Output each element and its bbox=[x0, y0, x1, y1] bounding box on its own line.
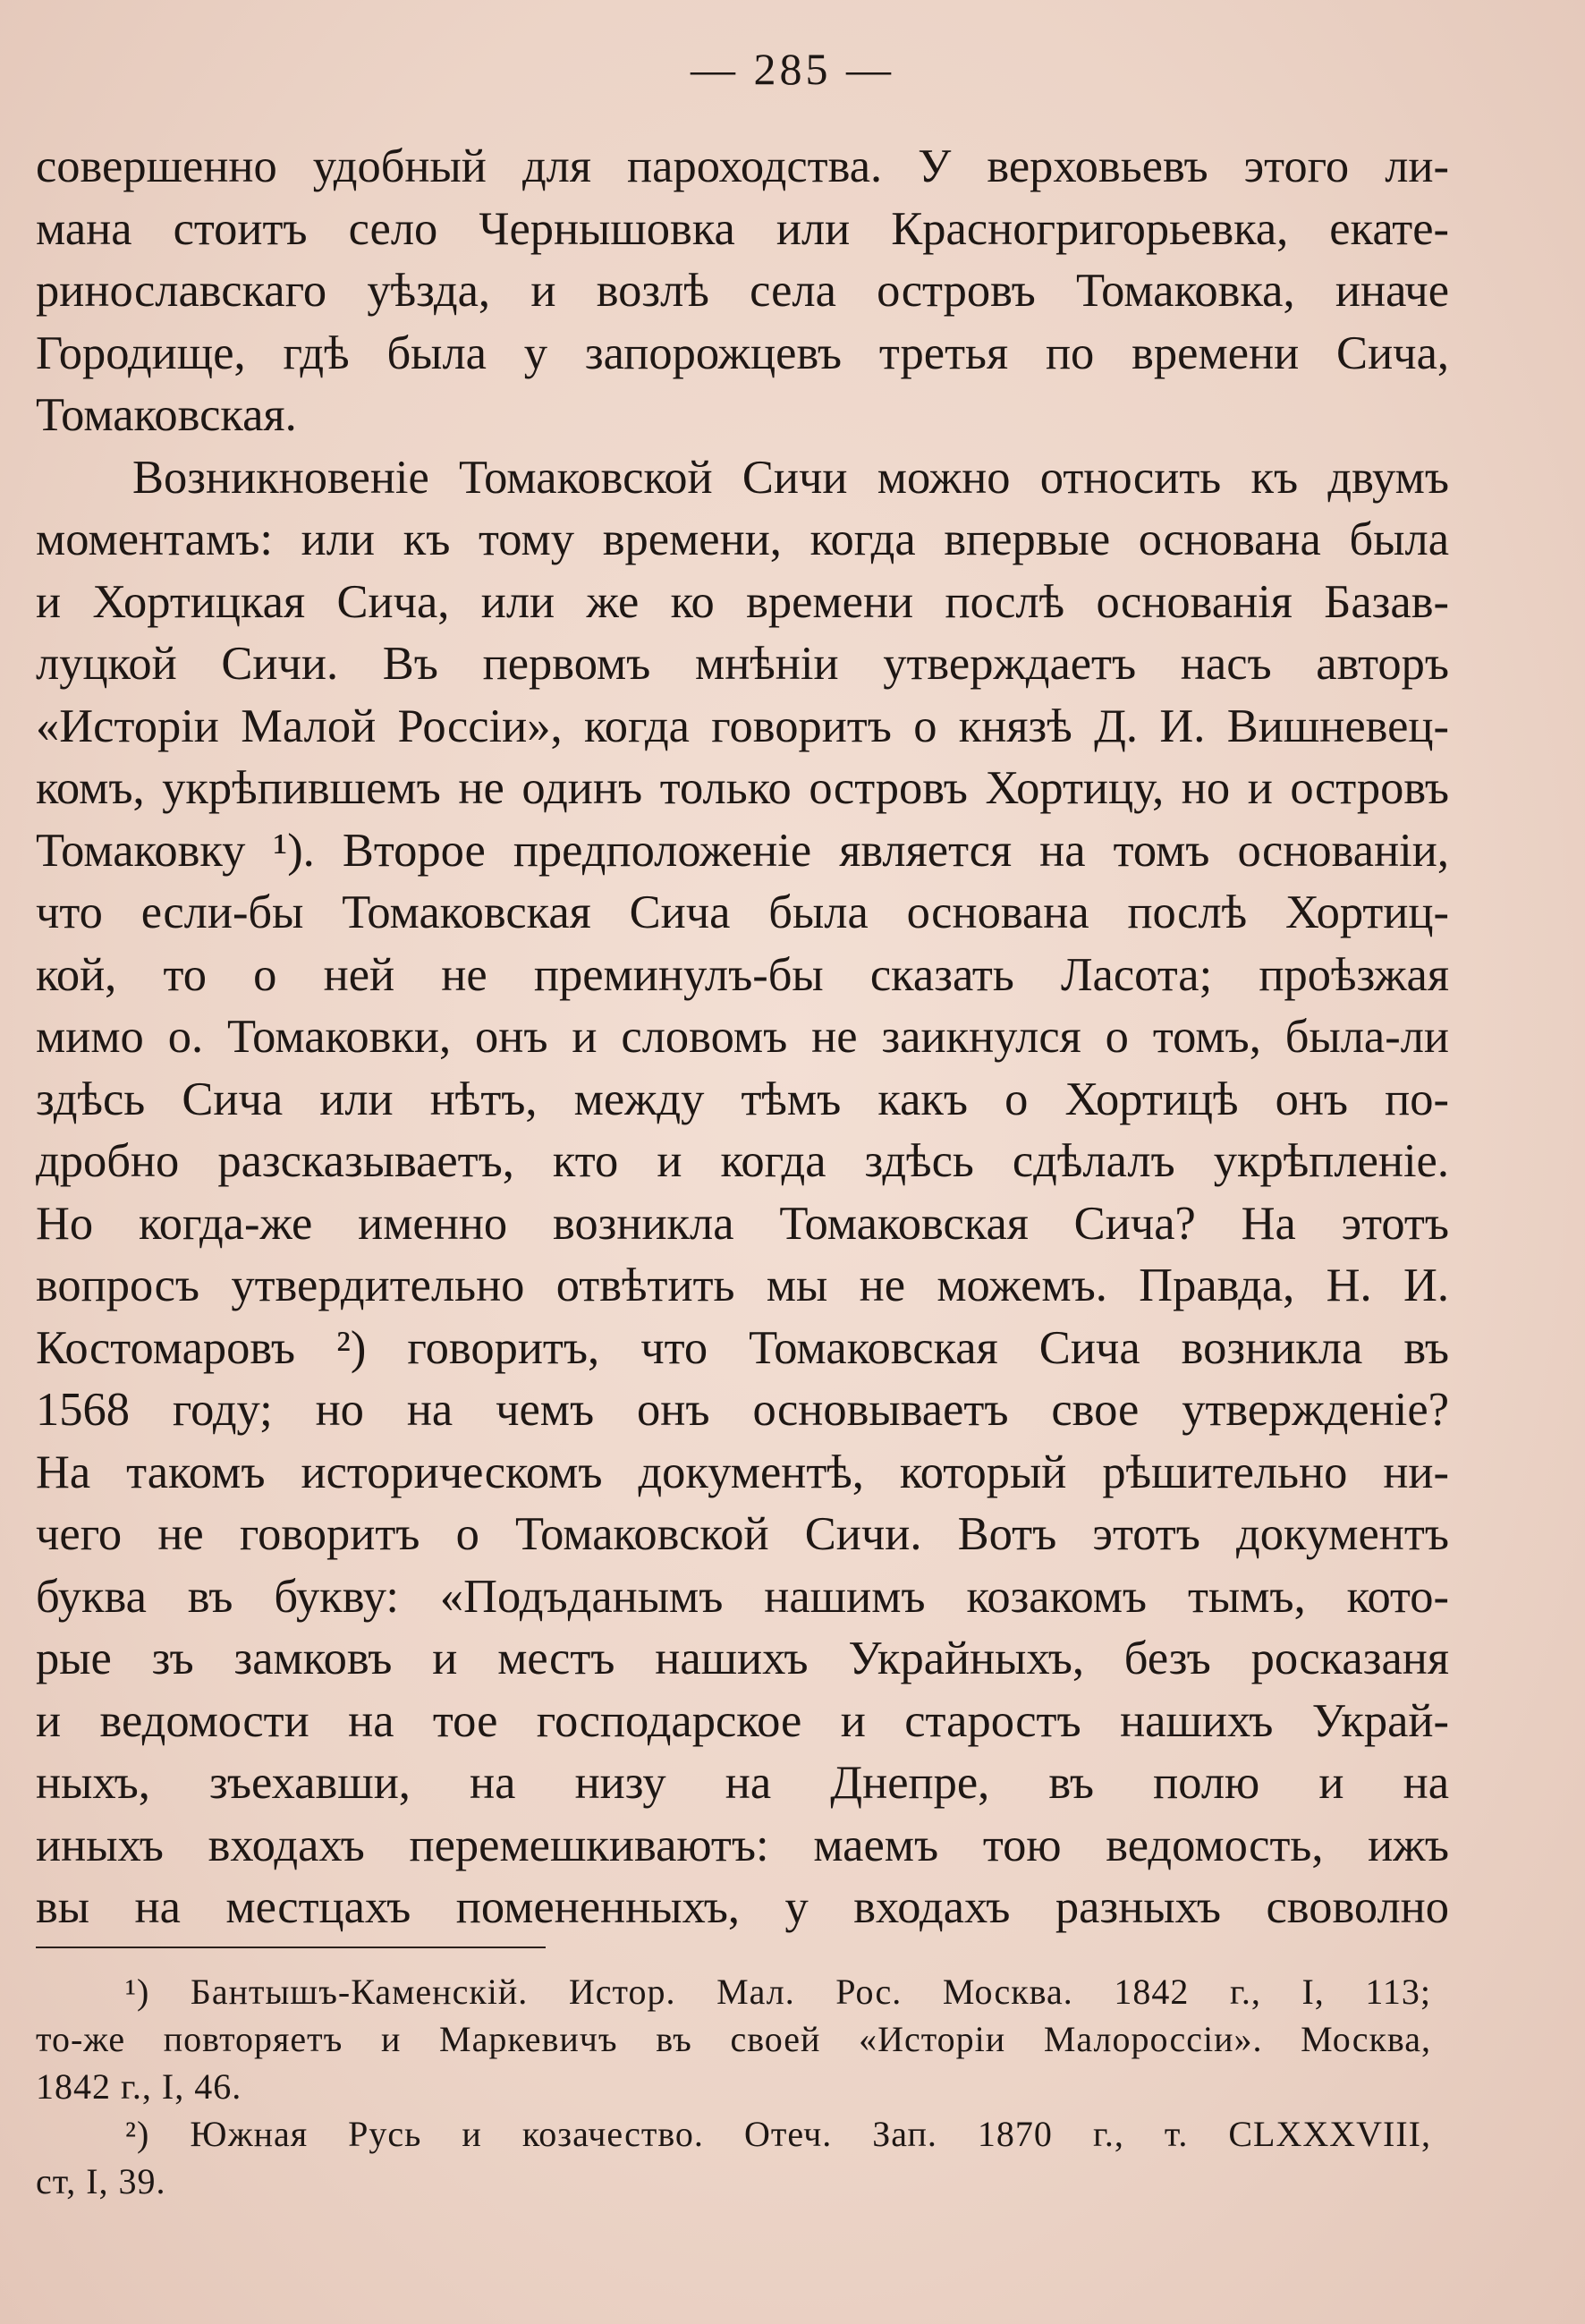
text-line: дробно разсказываетъ, кто и когда здѣсь сдѣлалъ укрѣпленіе. bbox=[36, 1135, 1449, 1187]
text-line: мана стоитъ село Чернышовка или Красногригорьевка, екате- bbox=[36, 202, 1449, 255]
text-line: Возникновеніе Томаковской Сичи можно относить къ двумъ bbox=[132, 451, 1449, 504]
text-line: «Исторіи Малой Россіи», когда говоритъ о князѣ Д. И. Вишневец- bbox=[36, 700, 1449, 752]
text-line: иныхъ входахъ перемешкиваютъ: маемъ тою ведомость, ижъ bbox=[36, 1819, 1449, 1871]
text-line: моментамъ: или къ тому времени, когда впервые основана была bbox=[36, 513, 1449, 565]
text-line: ныхъ, зъехавши, на низу на Днепре, въ полю и на bbox=[36, 1757, 1449, 1809]
text-line: луцкой Сичи. Въ первомъ мнѣніи утверждаетъ насъ авторъ bbox=[36, 638, 1449, 690]
text-line: На такомъ историческомъ документѣ, который рѣшительно ни- bbox=[36, 1446, 1449, 1498]
footnote-line: ²) Южная Русь и козачество. Отеч. Зап. 1870 г., т. CLXXXVIII, bbox=[125, 2114, 1431, 2154]
text-line: и ведомости на тое господарское и старостъ нашихъ Украй- bbox=[36, 1694, 1449, 1747]
text-line: ринославскаго уѣзда, и возлѣ села островъ Томаковка, иначе bbox=[36, 265, 1449, 317]
page-number: — 285 — bbox=[691, 44, 894, 94]
footnote-divider bbox=[36, 1947, 546, 1948]
text-line: совершенно удобный для пароходства. У верховьевъ этого ли- bbox=[36, 140, 1449, 192]
text-line: мимо о. Томаковки, онъ и словомъ не заикнулся о томъ, была-ли bbox=[36, 1011, 1449, 1063]
text-line: буква въ букву: «Подъданымъ нашимъ козакомъ тымъ, кото- bbox=[36, 1570, 1449, 1623]
text-line: Томаковку ¹). Второе предположеніе является на томъ основаніи, bbox=[36, 824, 1449, 877]
text-line: кой, то о ней не преминулъ-бы сказать Ласота; проѣзжая bbox=[36, 948, 1449, 1001]
text-line: рые зъ замковъ и местъ нашихъ Украйныхъ, безъ росказаня bbox=[36, 1633, 1449, 1684]
footnotes bbox=[36, 1968, 1431, 2205]
text-line: Городище, гдѣ была у запорожцевъ третья по времени Сича, bbox=[36, 327, 1449, 379]
footnote-line: ст, I, 39. bbox=[36, 2161, 166, 2201]
text-line: вопросъ утвердительно отвѣтить мы не можемъ. Правда, Н. И. bbox=[36, 1260, 1449, 1311]
text-line: и Хортицкая Сича, или же ко времени послѣ основанія Базав- bbox=[36, 575, 1449, 628]
body-text bbox=[36, 136, 1449, 1939]
footnote-line: ¹) Бантышъ-Каменскій. Истор. Мал. Рос. Москва. 1842 г., I, 113; bbox=[125, 1972, 1431, 2012]
text-line: что если-бы Томаковская Сича была основана послѣ Хортиц- bbox=[36, 886, 1449, 938]
text-line: комъ, укрѣпившемъ не одинъ только островъ Хортицу, но и островъ bbox=[36, 762, 1449, 814]
text-line: 1568 году; но на чемъ онъ основываетъ свое утвержденіе? bbox=[36, 1384, 1449, 1436]
text-line: Костомаровъ ²) говоритъ, что Томаковская Сича возникла въ bbox=[36, 1321, 1449, 1374]
footnote-line: то-же повторяетъ и Маркевичъ въ своей «Исторіи Малороссіи». Москва, bbox=[36, 2019, 1431, 2059]
text-line: вы на местцахъ помененныхъ, у входахъ разныхъ своволно bbox=[36, 1881, 1449, 1933]
footnote-line: 1842 г., I, 46. bbox=[36, 2066, 242, 2107]
text-line: здѣсь Сича или нѣтъ, между тѣмъ какъ о Хортицѣ онъ по- bbox=[36, 1073, 1449, 1125]
text-line: Томаковская. bbox=[36, 389, 297, 441]
text-line: чего не говоритъ о Томаковской Сичи. Вотъ этотъ документъ bbox=[36, 1508, 1449, 1560]
text-line: Но когда-же именно возникла Томаковская Сича? На этотъ bbox=[36, 1197, 1449, 1250]
